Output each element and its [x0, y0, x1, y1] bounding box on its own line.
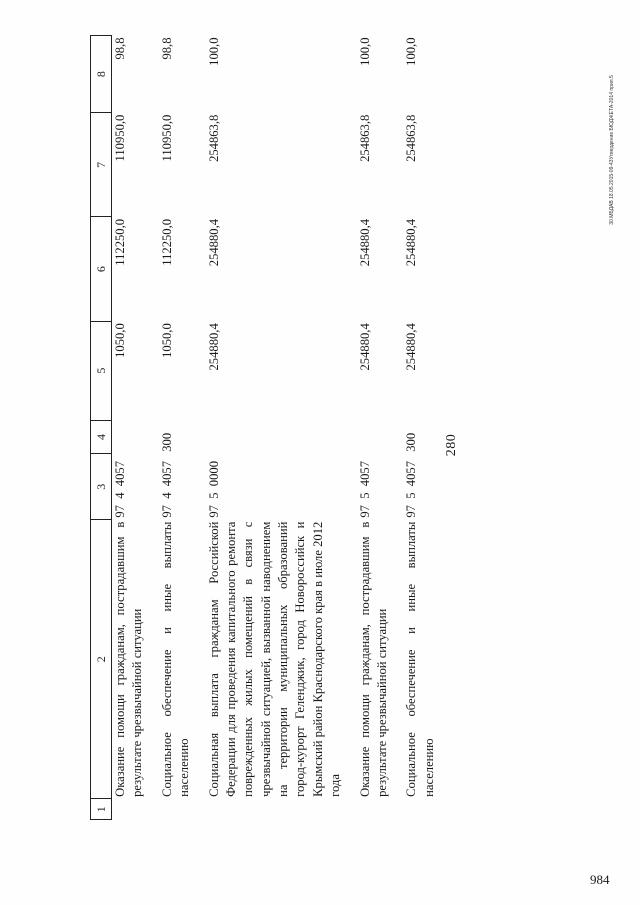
row-col5: 1050,0	[113, 323, 127, 358]
row-description: Оказание помощи гражданам, пострадавшим в результате чрезвычайной ситуации	[113, 521, 145, 797]
row-col7: 254863,8	[206, 114, 221, 162]
col-header-4: 4	[91, 420, 112, 454]
row-col6: 254880,4	[206, 218, 221, 267]
row-col6: 254880,4	[357, 218, 372, 267]
col-header-7: 7	[91, 113, 112, 217]
col-header-2: 2	[91, 520, 112, 799]
table-row	[159, 36, 194, 820]
table-row	[206, 36, 345, 820]
col-header-5: 5	[91, 321, 112, 420]
row-col8: 98,8	[159, 37, 174, 60]
row-code: 97 5 0000	[206, 461, 221, 518]
budget-table	[90, 35, 438, 820]
row-col8: 98,8	[113, 37, 127, 60]
file-footer-note: 30.МБДАВ 18.05.2015-09-43Утвердение БЮДЖЕТА-2014 прил.5	[609, 75, 615, 225]
row-col8: 100,0	[404, 37, 419, 66]
row-code: 97 5 4057	[357, 461, 372, 518]
page-number-top: 280	[444, 433, 459, 457]
row-description: Социальное обеспечение и иные выплаты населению	[159, 521, 192, 797]
header-row	[91, 36, 112, 820]
row-col6: 254880,4	[404, 218, 419, 267]
row-description: Социальная выплата гражданам Российской Федерации для проведения капитального ремонта поврежденных жилых помещений в связи с чрезвычайной ситуацией, вызванной наводнением на территории муниципальных образований город-курорт Геленджик, город Новороссийск и Крымский район Краснодарского края в июле 2012 года	[206, 521, 343, 797]
col-header-3: 3	[91, 454, 112, 520]
row-vr	[357, 420, 392, 454]
row-description: Социальное обеспечение и иные выплаты населению	[404, 521, 436, 797]
row-code: 97 5 4057	[404, 461, 419, 518]
row-vr	[112, 420, 147, 454]
row-vr: 300	[159, 432, 174, 452]
table-row	[112, 36, 147, 820]
row-col5: 254880,4	[404, 323, 419, 371]
row-col8: 100,0	[357, 37, 372, 66]
table-row	[357, 36, 392, 820]
table-row	[403, 36, 438, 820]
row-vr: 300	[404, 432, 419, 452]
row-col7: 254863,8	[404, 114, 419, 162]
row-col5: 254880,4	[206, 323, 221, 371]
row-col6: 112250,0	[159, 218, 174, 266]
col-header-1: 1	[91, 799, 112, 820]
col-header-8: 8	[91, 36, 112, 113]
row-col7: 254863,8	[357, 114, 372, 162]
row-col6: 112250,0	[113, 218, 127, 266]
row-code: 97 4 4057	[159, 461, 174, 518]
page-number-bottom: 984	[590, 872, 610, 887]
row-col7: 110950,0	[159, 114, 174, 162]
row-col5: 254880,4	[357, 323, 372, 371]
row-vr	[206, 420, 345, 454]
row-description: Оказание помощи гражданам, пострадавшим в результате чрезвычайной ситуации	[357, 521, 389, 797]
col-header-6: 6	[91, 217, 112, 321]
row-col8: 100,0	[206, 37, 221, 66]
rotated-table-wrapper	[90, 35, 520, 820]
row-col5: 1050,0	[159, 323, 174, 358]
row-col7: 110950,0	[113, 114, 127, 162]
row-code: 97 4 4057	[113, 461, 127, 518]
